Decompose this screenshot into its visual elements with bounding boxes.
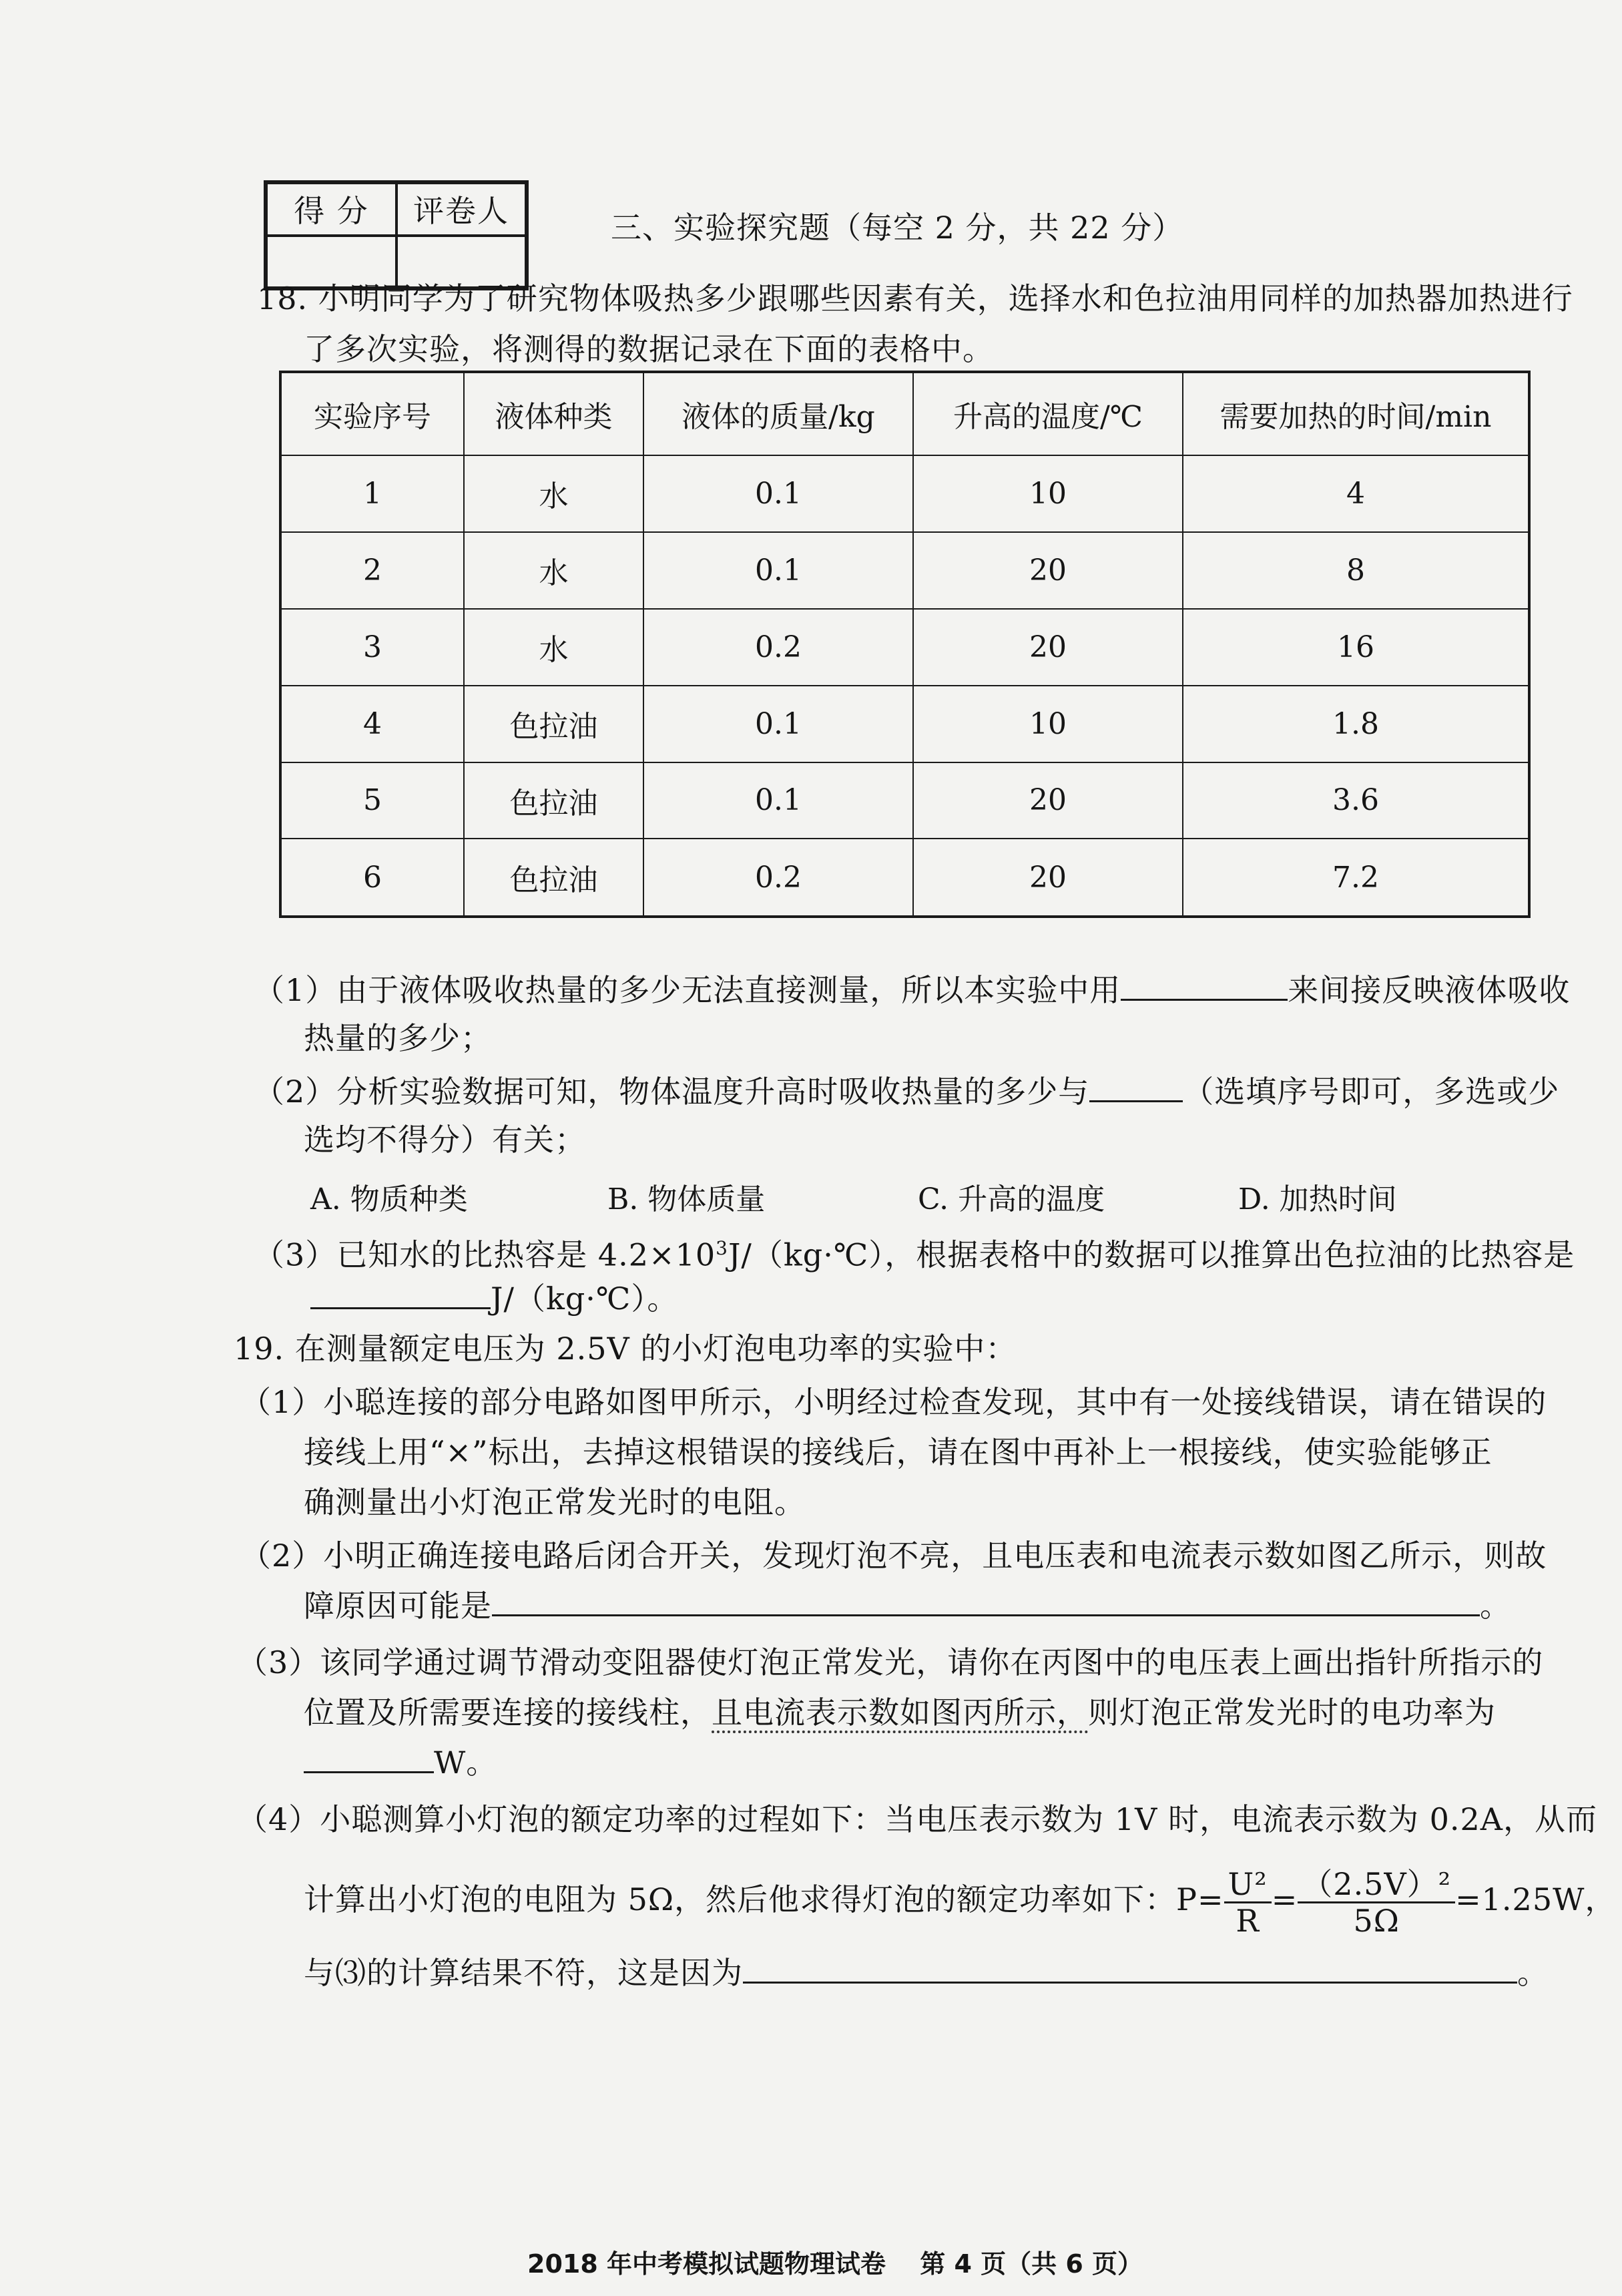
q18-part3-answer-blank[interactable] — [310, 1278, 491, 1309]
table-cell: 8 — [1183, 532, 1529, 609]
table-cell: 10 — [913, 455, 1183, 532]
table-cell: 4 — [1183, 455, 1529, 532]
fraction-1-numerator: U² — [1224, 1867, 1272, 1903]
table-cell: 20 — [913, 532, 1183, 609]
q18-intro-line2: 了多次实验，将测得的数据记录在下面的表格中。 — [304, 331, 994, 367]
period: 。 — [1517, 1955, 1549, 1991]
table-cell: 1 — [280, 455, 464, 532]
fraction-1-denominator: R — [1236, 1902, 1260, 1939]
q18-part3-exponent: 3 — [716, 1237, 728, 1259]
q18-intro-line1: 18. 小明同学为了研究物体吸热多少跟哪些因素有关，选择水和色拉油用同样的加热器加热进行 — [257, 280, 1573, 316]
table-cell: 水 — [464, 455, 643, 532]
q18-part3-text-b: J/（kg·℃），根据表格中的数据可以推算出色拉油的比热容是 — [728, 1236, 1575, 1273]
option-d[interactable]: D. 加热时间 — [1238, 1182, 1397, 1216]
q18-part1-text-b: 来间接反映液体吸收 — [1288, 972, 1571, 1008]
q19-part2-answer-blank[interactable] — [492, 1585, 1480, 1616]
q19-part4-answer-blank[interactable] — [743, 1952, 1517, 1984]
header-cell: 液体的质量/kg — [643, 372, 913, 455]
q19-part2-line1: （2）小明正确连接电路后闭合开关，发现灯泡不亮，且电压表和电流表示数如图乙所示，则故 — [240, 1538, 1547, 1574]
table-cell: 7.2 — [1183, 839, 1529, 917]
q19-part4-line1: （4）小聪测算小灯泡的额定功率的过程如下：当电压表示数为 1V 时，电流表示数为 0.2A，从而 — [237, 1801, 1597, 1837]
table-cell: 0.1 — [643, 762, 913, 839]
table-row — [280, 532, 1529, 609]
table-cell: 20 — [913, 839, 1183, 917]
q18-part1-text-a: （1）由于液体吸收热量的多少无法直接测量，所以本实验中用 — [254, 972, 1121, 1008]
option-c[interactable]: C. 升高的温度 — [918, 1182, 1105, 1216]
formula-equals: = — [1271, 1881, 1298, 1917]
q19-part4-text-b: =1.25W， — [1455, 1881, 1617, 1917]
q18-part3-text-c: J/（kg·℃）。 — [491, 1281, 679, 1317]
table-cell: 3.6 — [1183, 762, 1529, 839]
q19-part1-line3: 确测量出小灯泡正常发光时的电阻。 — [304, 1484, 806, 1520]
table-cell: 2 — [280, 532, 464, 609]
header-cell: 需要加热的时间/min — [1183, 372, 1529, 455]
q19-part3-text-c: 则灯泡正常发光时的电功率为 — [1088, 1694, 1496, 1731]
table-header-row — [280, 372, 1529, 455]
q19-part3-text-a: 位置及所需要连接的接线柱， — [304, 1694, 712, 1731]
table-row — [280, 839, 1529, 917]
option-b[interactable]: B. 物体质量 — [607, 1182, 766, 1216]
q18-part2-text-b: （选填序号即可，多选或少 — [1183, 1074, 1560, 1110]
header-cell: 液体种类 — [464, 372, 643, 455]
table-cell: 5 — [280, 762, 464, 839]
table-cell: 20 — [913, 762, 1183, 839]
table-cell: 水 — [464, 532, 643, 609]
q19-part4-line2 — [304, 1863, 1616, 1938]
q19-part4-text-c: 与⑶的计算结果不符，这是因为 — [304, 1955, 743, 1991]
data-table — [279, 371, 1531, 918]
table-row — [280, 609, 1529, 686]
table-row — [280, 686, 1529, 762]
q19-part4-line3 — [304, 1949, 1549, 1996]
table-cell: 0.2 — [643, 609, 913, 686]
q19-part2-line2 — [304, 1582, 1511, 1629]
table-cell: 3 — [280, 609, 464, 686]
q19-part1-line2: 接线上用“×”标出，去掉这根错误的接线后，请在图中再补上一根接线，使实验能够正 — [304, 1434, 1493, 1470]
table-cell: 0.1 — [643, 686, 913, 762]
q19-part3-line2 — [304, 1689, 1496, 1736]
table-row — [280, 455, 1529, 532]
q19-part3-line3 — [304, 1739, 497, 1786]
q18-part2-line1 — [254, 1068, 1559, 1115]
table-cell: 10 — [913, 686, 1183, 762]
page-footer: 2018 年中考模拟试题物理试卷 第 4 页（共 6 页） — [527, 2249, 1143, 2279]
q19-part2-text: 障原因可能是 — [304, 1588, 492, 1624]
table-cell: 20 — [913, 609, 1183, 686]
table-cell: 0.1 — [643, 455, 913, 532]
q19-part3-answer-blank[interactable] — [304, 1742, 434, 1773]
table-cell: 色拉油 — [464, 762, 643, 839]
fraction-2-denominator: 5Ω — [1353, 1902, 1400, 1939]
score-label: 得 分 — [266, 183, 396, 236]
q19-part3-line1: （3）该同学通过调节滑动变阻器使灯泡正常发光，请你在丙图中的电压表上画出指针所指示的 — [237, 1644, 1544, 1680]
q19-intro: 19. 在测量额定电压为 2.5V 的小灯泡电功率的实验中： — [234, 1331, 1017, 1367]
table-cell: 6 — [280, 839, 464, 917]
table-cell: 水 — [464, 609, 643, 686]
q19-part1-line1: （1）小聪连接的部分电路如图甲所示，小明经过检查发现，其中有一处接线错误，请在错误的 — [240, 1384, 1547, 1420]
q18-part1-line1 — [254, 967, 1570, 1013]
q18-part2-line2: 选均不得分）有关； — [304, 1122, 586, 1158]
table-cell: 1.8 — [1183, 686, 1529, 762]
formula-fraction-2 — [1298, 1867, 1455, 1938]
table-cell: 4 — [280, 686, 464, 762]
section-title: 三、实验探究题（每空 2 分，共 22 分） — [611, 210, 1184, 246]
q18-part1-line2: 热量的多少； — [304, 1020, 492, 1056]
header-cell: 实验序号 — [280, 372, 464, 455]
score-box — [264, 180, 529, 290]
option-a[interactable]: A. 物质种类 — [310, 1182, 468, 1216]
table-row — [280, 762, 1529, 839]
q18-part1-answer-blank[interactable] — [1121, 969, 1288, 1001]
header-cell: 升高的温度/℃ — [913, 372, 1183, 455]
q19-part3-unit: W。 — [434, 1745, 498, 1781]
table-cell: 色拉油 — [464, 839, 643, 917]
q18-part3-text-a: （3）已知水的比热容是 4.2×10 — [254, 1236, 716, 1273]
formula-fraction-1 — [1224, 1867, 1272, 1938]
q19-part4-text-a: 计算出小灯泡的电阻为 5Ω，然后他求得灯泡的额定功率如下：P= — [304, 1881, 1224, 1917]
fraction-2-numerator: （2.5V）² — [1298, 1867, 1455, 1903]
table-cell: 16 — [1183, 609, 1529, 686]
q18-part2-answer-blank[interactable] — [1089, 1071, 1183, 1102]
q18-part3-line2 — [310, 1275, 678, 1322]
table-cell: 0.2 — [643, 839, 913, 917]
grader-label: 评卷人 — [396, 183, 526, 236]
q19-part3-text-b: 且电流表示数如图丙所示， — [712, 1694, 1088, 1733]
q18-part3-line1 — [254, 1225, 1575, 1278]
q18-part2-text-a: （2）分析实验数据可知，物体温度升高时吸收热量的多少与 — [254, 1074, 1090, 1110]
table-cell: 0.1 — [643, 532, 913, 609]
period: 。 — [1480, 1588, 1511, 1624]
table-cell: 色拉油 — [464, 686, 643, 762]
